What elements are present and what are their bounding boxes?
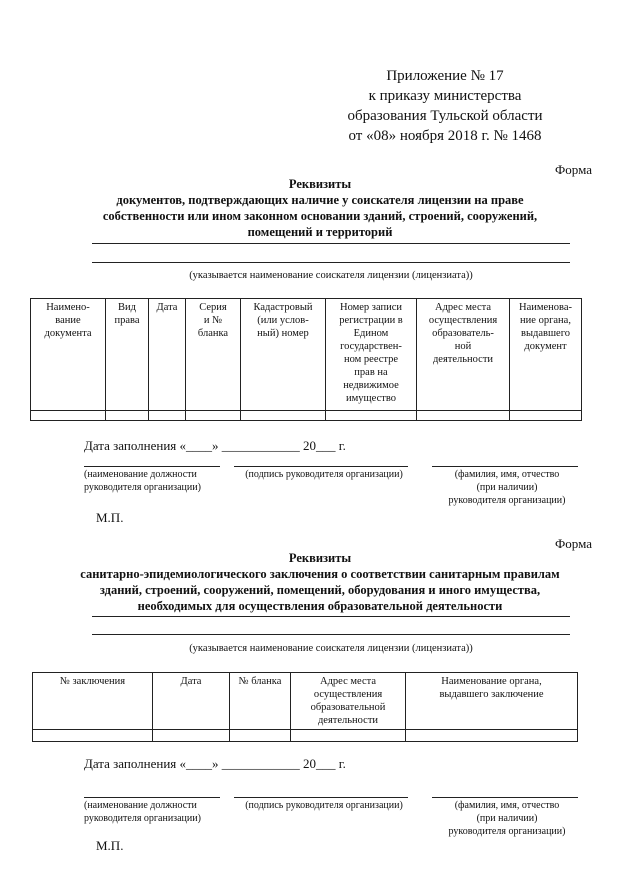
form2-name-line-2 [92,634,570,635]
form2-date-line: Дата заполнения «____» ____________ 20___ г. [84,756,346,771]
table-cell[interactable] [417,411,510,421]
table-cell[interactable] [510,411,582,421]
form1-date-line: Дата заполнения «____» ____________ 20___ г. [84,438,346,453]
form2-sig-line-2 [234,797,408,798]
form2-sig-line-3 [432,797,578,798]
form1-table [30,298,582,421]
form1-title-line-1: Реквизиты [288,177,352,191]
form1-col-right-type: Вид права [106,299,149,411]
form1-sig-fullname: (фамилия, имя, отчество (при наличии) руководителя организации) [448,469,566,506]
table-cell[interactable] [31,411,106,421]
table-row [31,411,582,421]
header-line-1: Приложение № 17 [386,68,504,84]
form2-title-line-2: санитарно-эпидемиологического заключения о соответствии санитарным правилам [80,567,560,581]
form2-sig-fullname: (фамилия, имя, отчество (при наличии) руководителя организации) [448,800,566,837]
form1-col-issuer: Наименова- ние органа, выдавшего документ [510,299,582,411]
form2-table [32,672,578,742]
table-row [33,730,578,742]
form1-title-line-3: собственности или ином законном основании зданий, строений, сооружений, [102,209,538,223]
appendix-header [340,66,550,146]
form1-col-series: Серия и № бланка [186,299,241,411]
form2-stamp-place: М.П. [96,838,124,853]
table-header-row [31,299,582,411]
form1-title [70,176,570,240]
form1-title-line-2: документов, подтверждающих наличие у соискателя лицензии на праве [116,193,524,207]
form2-title [50,550,590,614]
form1-sig-line-3 [432,466,578,467]
table-cell[interactable] [186,411,241,421]
table-cell[interactable] [291,730,406,742]
table-cell[interactable] [149,411,186,421]
form2-title-line-4: необходимых для осуществления образовательной деятельности [137,599,503,613]
table-cell[interactable] [153,730,230,742]
form2-col-issuer: Наименование органа, выдавшего заключение [406,673,578,730]
form2-forma-label: Форма [555,536,592,551]
form2-name-note: (указывается наименование соискателя лицензии (лицензиата)) [189,643,473,654]
form2-sig-line-1 [84,797,220,798]
form1-name-line-2 [92,262,570,263]
table-cell[interactable] [33,730,153,742]
form1-forma-label: Форма [555,162,592,177]
form1-sig-line-2 [234,466,408,467]
form1-col-cadastral: Кадастровый (или услов- ный) номер [241,299,326,411]
form1-title-line-4: помещений и территорий [247,225,393,239]
form2-title-line-3: зданий, строений, сооружений, помещений, оборудования и иного имущества, [99,583,541,597]
header-line-4: от «08» ноября 2018 г. № 1468 [348,128,542,144]
table-cell[interactable] [241,411,326,421]
form2-title-line-1: Реквизиты [288,551,352,565]
form1-stamp-place: М.П. [96,510,124,525]
table-cell[interactable] [406,730,578,742]
header-line-3: образования Тульской области [347,108,543,124]
table-header-row [33,673,578,730]
table-cell[interactable] [106,411,149,421]
form1-col-registry: Номер записи регистрации в Едином государствен- ном реестре прав на недвижимое имущество [326,299,417,411]
form2-col-date: Дата [153,673,230,730]
form1-col-address: Адрес места осуществления образователь- ной деятельности [417,299,510,411]
form1-col-date: Дата [149,299,186,411]
header-line-2: к приказу министерства [368,88,522,104]
table-cell[interactable] [230,730,291,742]
form1-col-doc-name: Наимено- вание документа [31,299,106,411]
form1-name-line-1 [92,243,570,244]
table-cell[interactable] [326,411,417,421]
form1-name-note: (указывается наименование соискателя лицензии (лицензиата)) [189,270,473,281]
form2-sig-position: (наименование должности руководителя организации) [84,800,201,824]
form1-sig-signature: (подпись руководителя организации) [245,469,403,480]
form2-col-blank-number: № бланка [230,673,291,730]
form1-sig-line-1 [84,466,220,467]
form2-name-line-1 [92,616,570,617]
form1-sig-position: (наименование должности руководителя организации) [84,469,201,493]
form2-col-address: Адрес места осуществления образовательной деятельности [291,673,406,730]
form2-col-conclusion-number: № заключения [33,673,153,730]
form2-sig-signature: (подпись руководителя организации) [245,800,403,811]
